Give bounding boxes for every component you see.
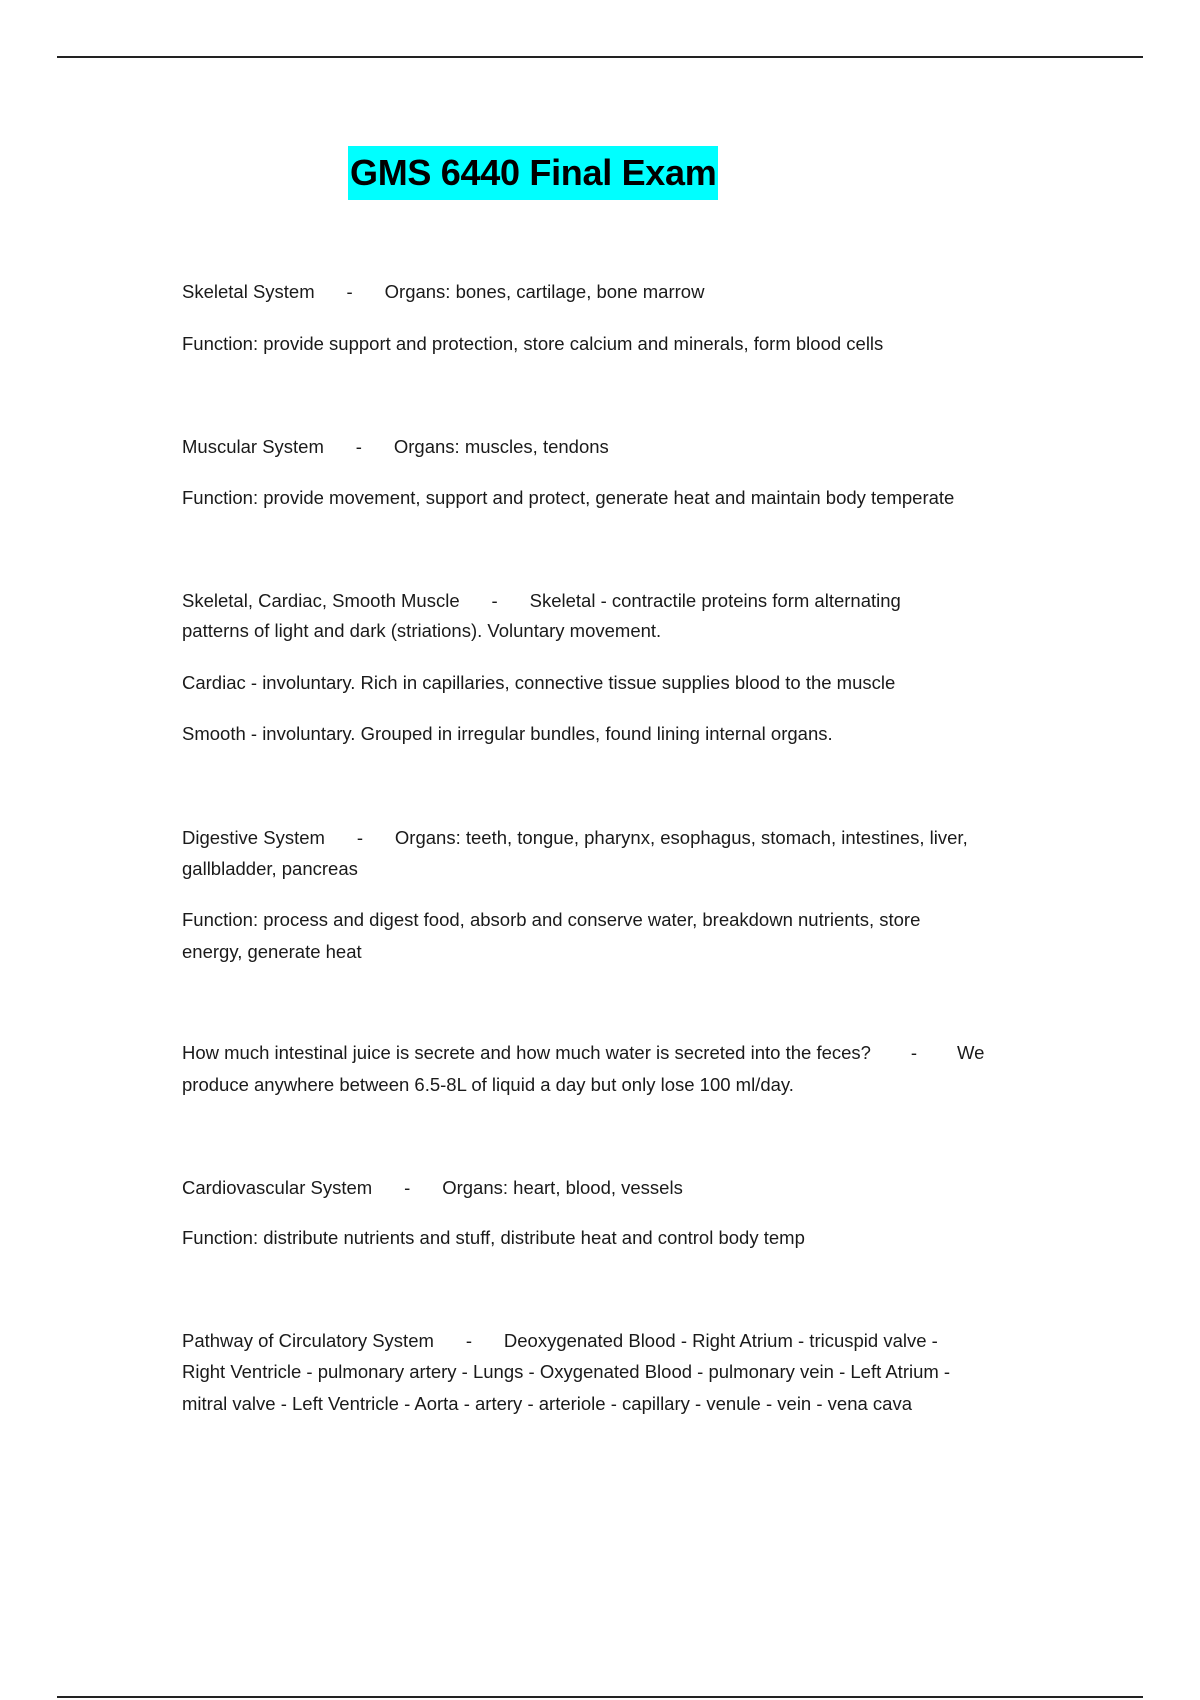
card-digestive-term-line: [182, 822, 968, 854]
card-definition-line: mitral valve - Left Ventricle - Aorta - artery - arteriole - capillary - venule - vein - vena cava: [182, 1393, 912, 1414]
card-definition-line: Smooth - involuntary. Grouped in irregular bundles, found lining internal organs.: [182, 723, 833, 744]
card-definition-line: Function: provide movement, support and protect, generate heat and maintain body temperate: [182, 487, 955, 508]
separator-dash: -: [355, 436, 362, 457]
card-term: Skeletal System: [182, 281, 315, 302]
card-definition-line: Cardiac - involuntary. Rich in capillaries, connective tissue supplies blood to the muscle: [182, 672, 896, 693]
card-definition-line: Function: distribute nutrients and stuff, distribute heat and control body temp: [182, 1227, 805, 1248]
card-term: Cardiovascular System: [182, 1177, 373, 1198]
card-pathway-term-line: [182, 1325, 938, 1357]
document-title: GMS 6440 Final Exam: [348, 146, 718, 200]
card-definition: Organs: teeth, tongue, pharynx, esophagus, stomach, intestines, liver,: [394, 827, 968, 848]
card-definition-line: energy, generate heat: [182, 941, 362, 962]
card-definition-line: Right Ventricle - pulmonary artery - Lungs - Oxygenated Blood - pulmonary vein - Left Atrium -: [182, 1361, 951, 1382]
separator-dash: -: [356, 827, 363, 848]
card-definition-line: produce anywhere between 6.5-8L of liquid a day but only lose 100 ml/day.: [182, 1074, 794, 1095]
card-term: Skeletal, Cardiac, Smooth Muscle: [182, 590, 460, 611]
card-skeletal-term-line: [182, 276, 704, 308]
card-definition-line: patterns of light and dark (striations). Voluntary movement.: [182, 620, 662, 641]
separator-dash: -: [910, 1042, 918, 1063]
card-definition: We: [956, 1042, 985, 1063]
card-term: Muscular System: [182, 436, 324, 457]
card-term: Pathway of Circulatory System: [182, 1330, 434, 1351]
card-cardiovascular-term-line: [182, 1172, 683, 1204]
card-intestinal-term-line: [182, 1037, 984, 1069]
card-definition: Organs: heart, blood, vessels: [442, 1177, 683, 1198]
card-definition: Deoxygenated Blood - Right Atrium - tricuspid valve -: [503, 1330, 938, 1351]
separator-dash: -: [404, 1177, 411, 1198]
card-term: Digestive System: [182, 827, 325, 848]
separator-dash: -: [491, 590, 498, 611]
card-definition-line: Function: provide support and protection, store calcium and minerals, form blood cells: [182, 333, 884, 354]
card-definition: Organs: muscles, tendons: [393, 436, 609, 457]
title-container: [348, 146, 718, 200]
card-definition: Skeletal - contractile proteins form alternating: [529, 590, 901, 611]
card-definition: Organs: bones, cartilage, bone marrow: [384, 281, 705, 302]
top-rule: [57, 56, 1143, 58]
card-definition-line: gallbladder, pancreas: [182, 858, 358, 879]
card-muscle-types-term-line: [182, 585, 901, 617]
separator-dash: -: [346, 281, 353, 302]
card-term: How much intestinal juice is secrete and how much water is secreted into the feces?: [182, 1042, 871, 1063]
card-definition-line: Function: process and digest food, absorb and conserve water, breakdown nutrients, store: [182, 909, 921, 930]
bottom-rule: [57, 1696, 1143, 1698]
card-muscular-term-line: [182, 431, 609, 463]
separator-dash: -: [465, 1330, 472, 1351]
